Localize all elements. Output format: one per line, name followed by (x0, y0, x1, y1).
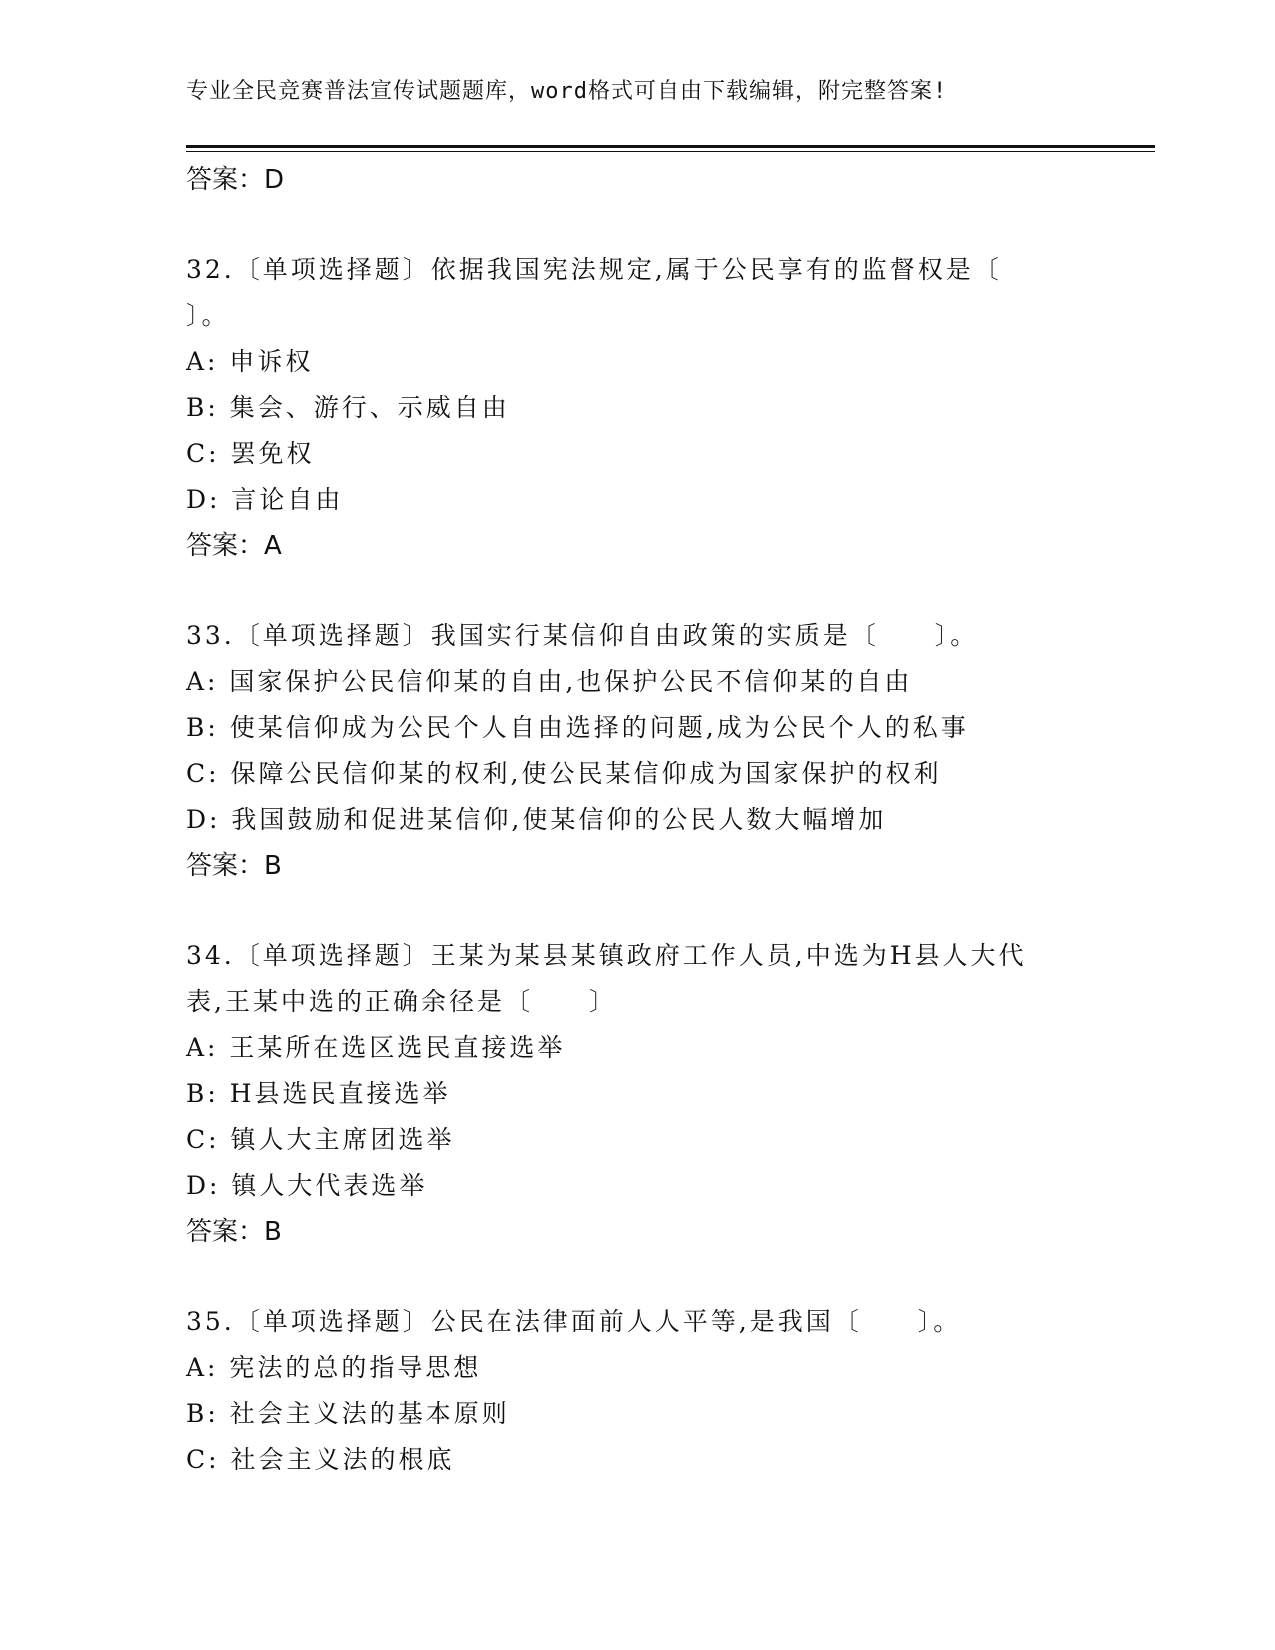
option-c: C: 社会主义法的根底 (186, 1445, 455, 1474)
question-stem-continued: 〕。 (186, 301, 230, 330)
option-b: B: 使某信仰成为公民个人自由选择的问题,成为公民个人的私事 (186, 713, 969, 742)
option-c: C: 罢免权 (186, 439, 315, 468)
option-a: A: 宪法的总的指导思想 (186, 1353, 482, 1382)
header-rule-thin (186, 151, 1155, 152)
question-32 (186, 247, 1066, 569)
question-35 (186, 1299, 1066, 1483)
option-c: C: 镇人大主席团选举 (186, 1125, 455, 1154)
header-rule-thick (186, 145, 1155, 148)
question-stem: 32.〔单项选择题〕依据我国宪法规定,属于公民享有的监督权是〔 (186, 255, 1002, 284)
option-b: B: H县选民直接选举 (186, 1079, 451, 1108)
page-header: 专业全民竞赛普法宣传试题题库，word格式可自由下载编辑，附完整答案! (186, 79, 948, 104)
option-b: B: 集会、游行、示威自由 (186, 393, 510, 422)
question-stem: 33.〔单项选择题〕我国实行某信仰自由政策的实质是〔 〕。 (186, 621, 979, 650)
answer-label: 答案：D (186, 165, 285, 195)
question-34 (186, 933, 1066, 1255)
option-d: D: 我国鼓励和促进某信仰,使某信仰的公民人数大幅增加 (186, 805, 887, 834)
option-a: A: 国家保护公民信仰某的自由,也保护公民不信仰某的自由 (186, 667, 913, 696)
option-a: A: 王某所在选区选民直接选举 (186, 1033, 566, 1062)
option-a: A: 申诉权 (186, 347, 314, 376)
option-d: D: 镇人大代表选举 (186, 1171, 428, 1200)
option-b: B: 社会主义法的基本原则 (186, 1399, 510, 1428)
option-c: C: 保障公民信仰某的权利,使公民某信仰成为国家保护的权利 (186, 759, 942, 788)
answer-label: 答案：B (186, 851, 282, 881)
question-33 (186, 613, 1066, 889)
answer-label: 答案：B (186, 1217, 282, 1247)
question-stem: 35.〔单项选择题〕公民在法律面前人人平等,是我国〔 〕。 (186, 1307, 962, 1336)
document-body (186, 157, 1066, 1483)
option-d: D: 言论自由 (186, 485, 344, 514)
answer-label: 答案：A (186, 531, 282, 561)
question-stem-continued: 表,王某中选的正确余径是〔 〕 (186, 987, 617, 1016)
question-stem: 34.〔单项选择题〕王某为某县某镇政府工作人员,中选为H县人大代 (186, 941, 1027, 970)
